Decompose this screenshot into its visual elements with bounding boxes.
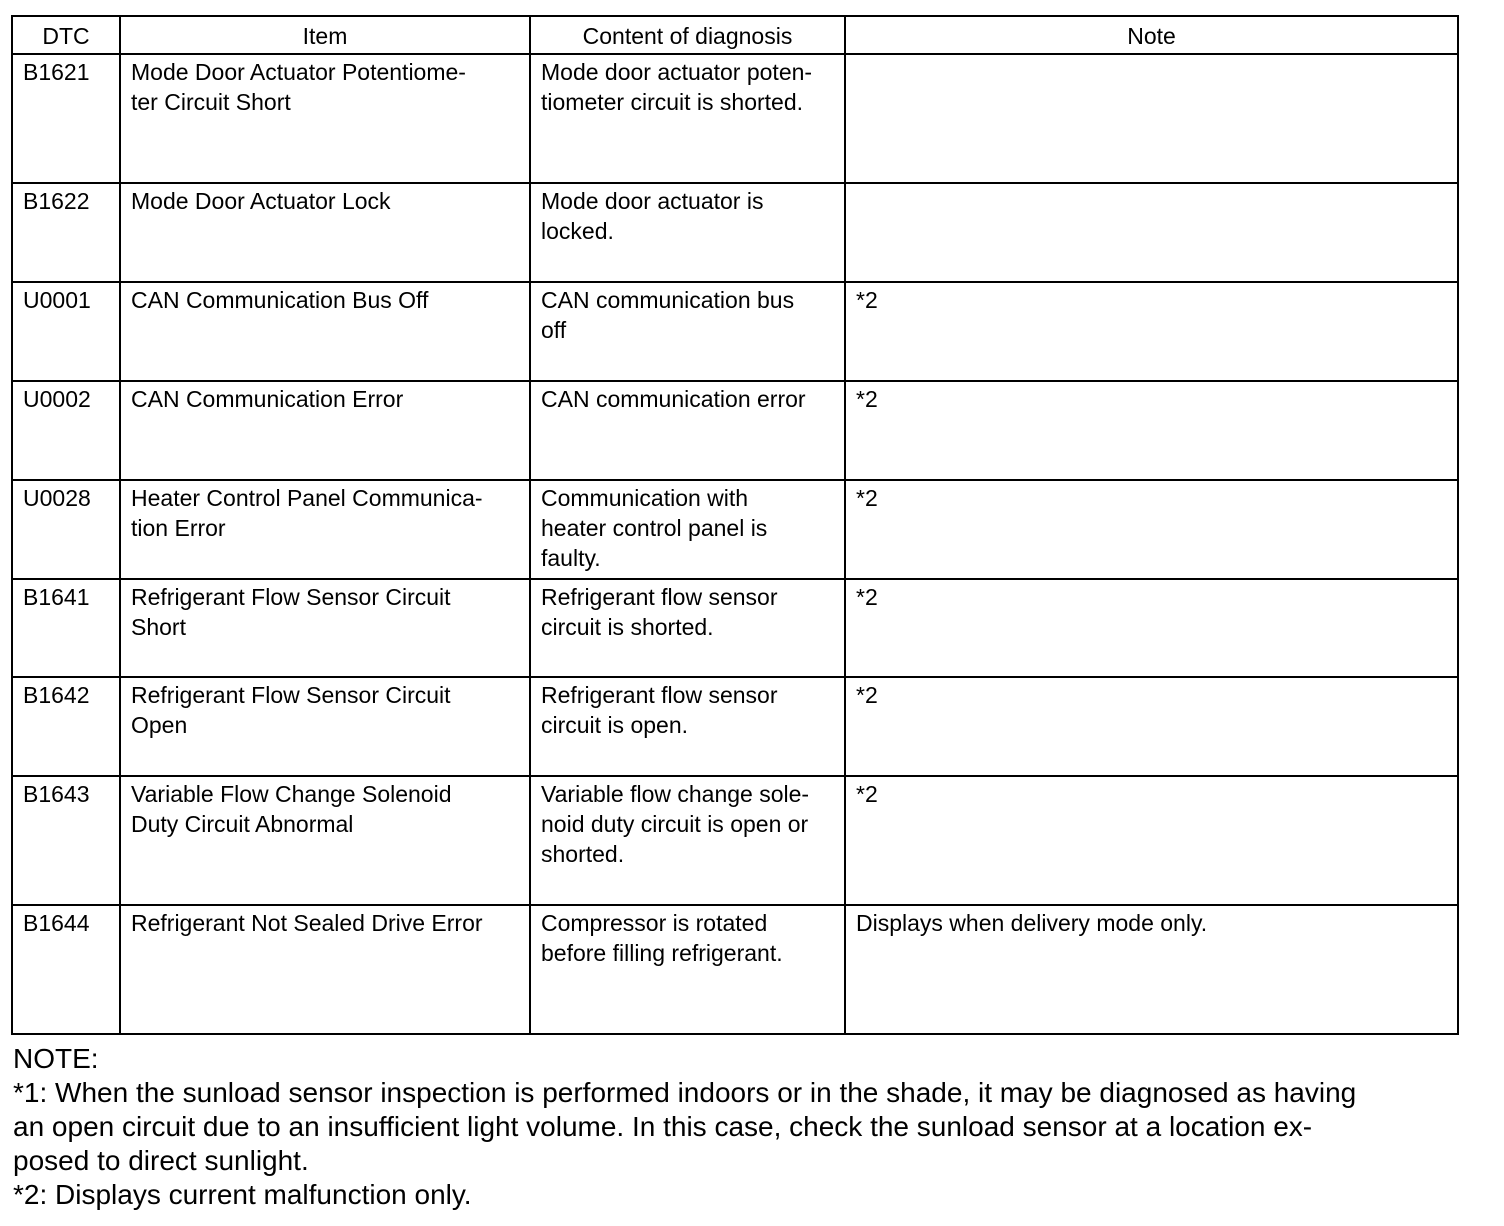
cell-dtc: B1642: [12, 677, 120, 776]
table-row: [12, 905, 1458, 1034]
table-row: [12, 579, 1458, 677]
cell-content: Communication with heater control panel is faulty.: [530, 480, 845, 579]
cell-content: Compressor is rotated before filling refrigerant.: [530, 905, 845, 1034]
table-row: [12, 480, 1458, 579]
cell-item: Mode Door Actuator Potentiome- ter Circuit Short: [120, 54, 530, 183]
cell-content: Refrigerant flow sensor circuit is shorted.: [530, 579, 845, 677]
table-row: [12, 54, 1458, 183]
header-item: Item: [120, 16, 530, 54]
notes-section: [13, 1042, 1458, 1212]
note-1: *1: When the sunload sensor inspection is performed indoors or in the shade, it may be diagnosed as having an open circuit due to an insufficient light volume. In this case, check the sunload sensor at a location ex- posed to direct sunlight.: [13, 1077, 1357, 1176]
header-note: Note: [845, 16, 1458, 54]
cell-note: *2: [845, 282, 1458, 381]
cell-item: CAN Communication Bus Off: [120, 282, 530, 381]
cell-dtc: B1622: [12, 183, 120, 282]
dtc-table: [11, 15, 1459, 1035]
note-2: *2: Displays current malfunction only.: [13, 1179, 472, 1210]
cell-note: *2: [845, 776, 1458, 905]
cell-dtc: U0002: [12, 381, 120, 480]
header-dtc: DTC: [12, 16, 120, 54]
notes-heading: NOTE:: [13, 1043, 99, 1074]
cell-dtc: B1621: [12, 54, 120, 183]
cell-dtc: B1643: [12, 776, 120, 905]
cell-note: *2: [845, 579, 1458, 677]
cell-item: CAN Communication Error: [120, 381, 530, 480]
cell-note: *2: [845, 480, 1458, 579]
cell-item: Refrigerant Flow Sensor Circuit Short: [120, 579, 530, 677]
cell-content: Mode door actuator poten- tiometer circuit is shorted.: [530, 54, 845, 183]
cell-content: CAN communication error: [530, 381, 845, 480]
table-row: [12, 677, 1458, 776]
cell-content: Variable flow change sole- noid duty circuit is open or shorted.: [530, 776, 845, 905]
cell-dtc: B1641: [12, 579, 120, 677]
cell-item: Refrigerant Flow Sensor Circuit Open: [120, 677, 530, 776]
table-header-row: [12, 16, 1458, 54]
cell-content: Mode door actuator is locked.: [530, 183, 845, 282]
table-row: [12, 183, 1458, 282]
cell-note: [845, 183, 1458, 282]
cell-dtc: B1644: [12, 905, 120, 1034]
cell-dtc: U0028: [12, 480, 120, 579]
header-content: Content of diagnosis: [530, 16, 845, 54]
table-row: [12, 381, 1458, 480]
cell-note: *2: [845, 677, 1458, 776]
cell-content: CAN communication bus off: [530, 282, 845, 381]
cell-item: Variable Flow Change Solenoid Duty Circuit Abnormal: [120, 776, 530, 905]
cell-note: *2: [845, 381, 1458, 480]
cell-item: Heater Control Panel Communica- tion Error: [120, 480, 530, 579]
table-row: [12, 776, 1458, 905]
cell-dtc: U0001: [12, 282, 120, 381]
table-row: [12, 282, 1458, 381]
cell-note: [845, 54, 1458, 183]
cell-item: Refrigerant Not Sealed Drive Error: [120, 905, 530, 1034]
cell-item: Mode Door Actuator Lock: [120, 183, 530, 282]
cell-note: Displays when delivery mode only.: [845, 905, 1458, 1034]
cell-content: Refrigerant flow sensor circuit is open.: [530, 677, 845, 776]
